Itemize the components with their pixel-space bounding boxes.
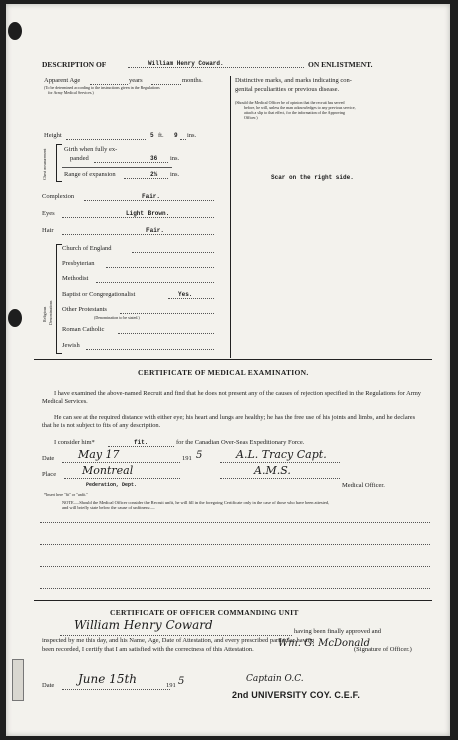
height-label: Height	[44, 132, 62, 139]
religion-jewish: Jewish	[62, 342, 80, 349]
recruit-name: William Henry Coward.	[148, 60, 224, 67]
religion-label-1: Religious	[42, 306, 47, 322]
apparent-age-label: Apparent Age	[44, 77, 81, 84]
on-enlistment-heading: ON ENLISTMENT.	[308, 60, 373, 69]
approved-label: having been finally approved and	[294, 628, 381, 635]
officer-signature: Wm. G. McDonald	[278, 638, 370, 649]
signature-of-officer-label: (Signature of Officer.)	[354, 646, 412, 653]
officer-certificate-heading: CERTIFICATE OF OFFICER COMMANDING UNIT	[110, 608, 299, 617]
religion-baptist-value: Yes.	[178, 291, 193, 298]
expansion-value: 2½	[150, 171, 158, 178]
recorded-text: been recorded, I certify that I am satisfied with the correctness of this Attestation.	[42, 646, 254, 653]
medical-officer-rank: A.M.S.	[254, 464, 291, 477]
officer-date-label: Date	[42, 682, 55, 689]
officer-date-handwritten: June 15th	[78, 672, 138, 686]
hair-value: Fair.	[146, 227, 165, 234]
officer-rank-handwritten: Captain O.C.	[246, 674, 304, 684]
religion-label-2: Denominations	[48, 300, 53, 325]
binder-edge	[6, 4, 24, 736]
medical-certificate-heading: CERTIFICATE OF MEDICAL EXAMINATION.	[138, 368, 309, 377]
force-label: for the Canadian Over-Seas Expeditionary Force.	[176, 439, 305, 446]
girth-label: Girth when fully ex-	[64, 146, 118, 153]
religion-other-protestants: Other Protestants	[62, 306, 107, 313]
medical-officer-label: Medical Officer.	[342, 482, 385, 489]
religion-presbyterian: Presbyterian	[62, 260, 95, 267]
unfit-note-line-2: and will briefly state below the cause of unfitness:—	[62, 505, 155, 510]
chest-measurement-label: Chest measurement	[42, 148, 47, 180]
date-label: Date	[42, 455, 55, 462]
hair-label: Hair	[42, 227, 54, 234]
height-feet: 5	[150, 132, 154, 139]
unit-stamp: 2nd UNIVERSITY COY. C.E.F.	[232, 690, 361, 700]
medical-date-handwritten: May 17	[78, 448, 120, 461]
punch-hole	[8, 309, 22, 327]
eyes-label: Eyes	[42, 210, 55, 217]
consider-label: I consider him*	[54, 439, 95, 446]
recruit-signature: William Henry Coward	[74, 618, 213, 632]
religion-church-of-england: Church of England	[62, 245, 112, 252]
expansion-label: Range of expansion	[64, 171, 116, 178]
complexion-value: Fair.	[142, 193, 161, 200]
years-label: years	[129, 77, 143, 84]
blank-line	[40, 566, 430, 567]
girth-value: 36	[150, 155, 158, 162]
description-heading: DESCRIPTION OF	[42, 60, 107, 69]
inspected-text: inspected by me this day, and his Name, Age, Date of Attestation, and every prescribed particular having	[42, 637, 315, 644]
complexion-label: Complexion	[42, 193, 75, 200]
months-label: months.	[182, 77, 203, 84]
distinctive-marks-label: Distinctive marks, and marks indicating con-	[235, 77, 352, 84]
religion-baptist: Baptist or Congregationalist	[62, 291, 136, 298]
blank-line	[40, 588, 430, 589]
medical-paragraph-2: He can see at the required distance with either eye; his heart and lungs are healthy; he has the free use of his joints and limbs, and he declares that he is not subject to fits of any description.	[42, 414, 416, 429]
age-note: (To be determined according to the instructions given in the Regulations	[44, 85, 160, 90]
attestation-paper: DESCRIPTION OF William Henry Coward. ON ENLISTMENT. Apparent Age years months. (To be determined according to the instructions given in the Regulations for Army Medical Services.) Height 5 ft. 9 ins. Chest measurement Girth when fully ex- panded 36 ins. Range of expansion 2½ ins. Complexion Fair. Eyes Light Brown. Hair Fair. Religious Denominations Church of England Presbyterian Methodist Baptist or Congregationalist Yes. Other Protestants (Denomination to be stated.) Roman Catholic Jewish Distinctive marks, and marks indicating con- genital peculiarities or previous disease. (Should the Medical Officer be of opinion that the recruit has served before, he will, unless the man acknowledges to any previous service, attach a slip to that effect, for the information of the Approving Officer.) Scar on the right side. CERTIFICATE OF MEDICAL EXAMINATION. I have examined the above-named Recruit and find that he does not present any of the causes of rejection specified in the Regulations for Army Medical Services. He can see at the required distance with either eye; his heart and lungs are healthy; he has the free use of his joints and limbs, and he declares that he is not subject to fits of any description. I consider him* fit. for the Canadian Over-Seas Expeditionary Force. Date May 17 191 5 A.L. Tracy Capt. Place Montreal A.M.S. Pederation, Dept. Medical Officer. *Insert here "fit" or "unfit." NOTE.—Should the Medical Officer consider the Recruit unfit, he will fill in the foregoing Certificate only in the case of those who have been attested, and will briefly state below the cause of unfitness:— CERTIFICATE OF OFFICER COMMANDING UNIT William Henry Coward having been finally approved and inspected by me this day, and his Name, Age, Date of Attestation, and every prescribed particular having been recorded, I certify that I am satisfied with the correctness of this Attestation. Wm. G. McDonald (Signature of Officer.) Date June 15th 191 5 Captain O.C. 2nd UNIVERSITY COY. C.E.F.	[6, 4, 450, 736]
place-label: Place	[42, 471, 57, 478]
fit-value: fit.	[134, 439, 149, 446]
punch-hole	[8, 22, 22, 40]
distinctive-mark-value: Scar on the right side.	[271, 174, 354, 181]
height-inches: 9	[174, 132, 178, 139]
religion-methodist: Methodist	[62, 275, 89, 282]
blank-line	[40, 522, 430, 523]
fit-unfit-note: *Insert here "fit" or "unfit."	[44, 492, 88, 497]
column-divider	[230, 76, 231, 358]
eyes-value: Light Brown.	[126, 210, 170, 217]
medical-officer-note: (Should the Medical Officer be of opinion that the recruit has served	[235, 100, 345, 105]
binder-tab	[12, 659, 24, 701]
place-stamp: Pederation, Dept.	[86, 482, 138, 488]
blank-line	[40, 544, 430, 545]
medical-officer-signature: A.L. Tracy Capt.	[236, 448, 327, 461]
unfit-note-line-1: NOTE.—Should the Medical Officer consider the Recruit unfit, he will fill in the foregoing Certificate only in the case of those who have been attested,	[62, 500, 330, 505]
religion-roman-catholic: Roman Catholic	[62, 326, 105, 333]
medical-place-handwritten: Montreal	[82, 464, 134, 477]
medical-paragraph-1: I have examined the above-named Recruit and find that he does not present any of the causes of rejection specified in the Regulations for Army Medical Services.	[42, 390, 421, 405]
